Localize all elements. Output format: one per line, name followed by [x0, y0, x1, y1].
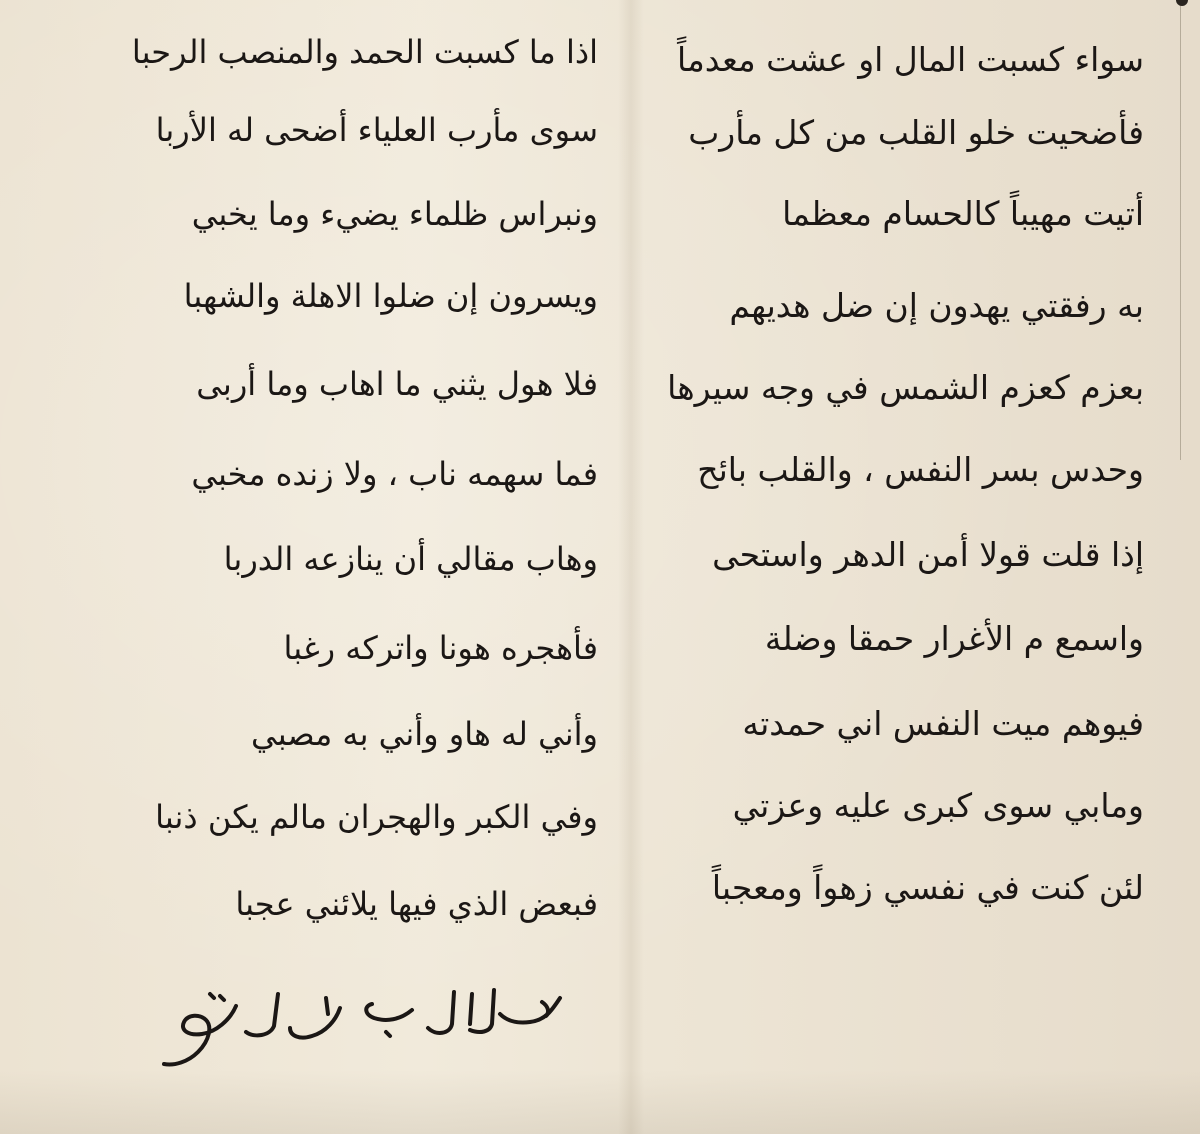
verse-right-6: وحدس بسر النفس ، والقلب بائح — [697, 450, 1144, 489]
verse-right-8: واسمع م الأغرار حمقا وضلة — [764, 619, 1144, 658]
verse-right-7: إذا قلت قولا أمن الدهر واستحى — [712, 535, 1144, 574]
verse-left-8: فأهجره هونا واتركه رغبا — [283, 629, 598, 667]
verse-right-5: بعزم كعزم الشمس في وجه سيرها — [667, 368, 1144, 407]
verse-left-11: فبعض الذي فيها يلائني عجبا — [235, 885, 598, 923]
page-corner-mark — [1176, 0, 1188, 6]
verse-right-10: ومابي سوى كبرى عليه وعزتي — [732, 786, 1144, 825]
verse-right-1: سواء كسبت المال او عشت معدماً — [677, 40, 1144, 79]
verse-left-9: وأني له هاو وأني به مصبي — [251, 715, 598, 753]
verse-right-3: أتيت مهيباً كالحسام معظما — [782, 194, 1144, 233]
verse-right-11: لئن كنت في نفسي زهواً ومعجباً — [711, 868, 1144, 907]
author-signature — [150, 980, 580, 1080]
verse-right-2: فأضحيت خلو القلب من كل مأرب — [688, 113, 1144, 152]
verse-left-7: وهاب مقالي أن ينازعه الدربا — [223, 540, 598, 578]
verse-left-5: فلا هول يثني ما اهاب وما أربى — [196, 365, 598, 403]
page-edge-line — [1180, 0, 1181, 460]
verse-left-10: وفي الكبر والهجران مالم يكن ذنبا — [155, 798, 598, 836]
verse-left-4: ويسرون إن ضلوا الاهلة والشهبا — [183, 277, 598, 315]
verse-left-1: اذا ما كسبت الحمد والمنصب الرحبا — [131, 33, 598, 71]
verse-left-6: فما سهمه ناب ، ولا زنده مخبي — [191, 455, 598, 493]
verse-right-9: فيوهم ميت النفس اني حمدته — [742, 704, 1144, 743]
verse-right-4: به رفقتي يهدون إن ضل هديهم — [729, 286, 1144, 325]
verse-left-2: سوى مأرب العلياء أضحى له الأربا — [155, 111, 598, 149]
verse-left-3: ونبراس ظلماء يضيء وما يخبي — [191, 195, 598, 233]
column-gutter — [618, 0, 644, 1134]
